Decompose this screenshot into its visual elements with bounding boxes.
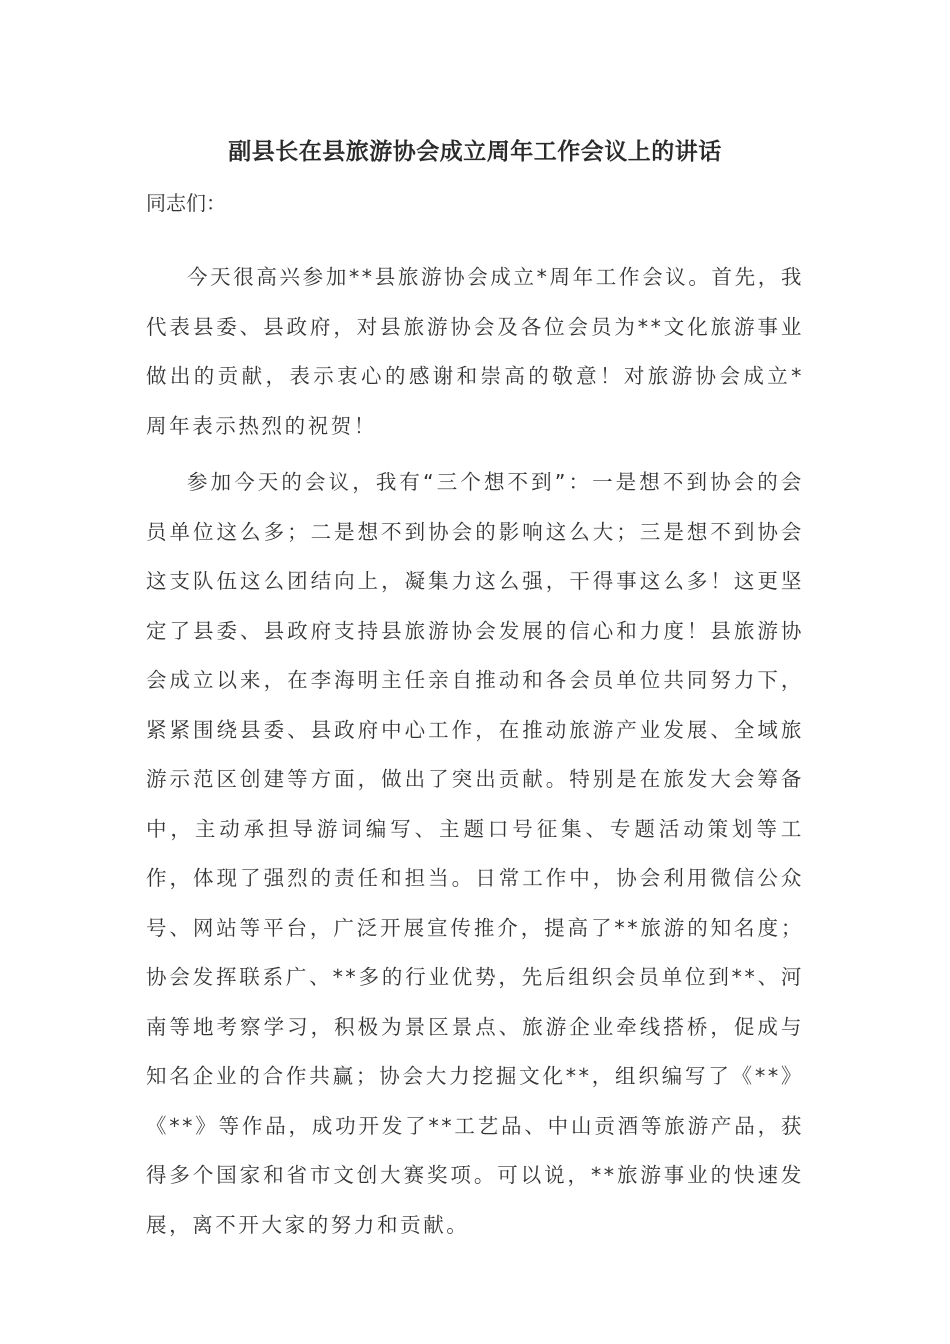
document-page xyxy=(146,132,804,1257)
document-title: 副县长在县旅游协会成立周年工作会议上的讲话 xyxy=(228,139,722,165)
salutation: 同志们： xyxy=(146,191,226,215)
paragraph-1: 今天很高兴参加**县旅游协会成立*周年工作会议。首先，我代表县委、县政府，对县旅游协会及各位会员为**文化旅游事业做出的贡献，表示衷心的感谢和崇高的敬意！对旅游协会成立*周年表示热烈的祝贺！ xyxy=(146,265,804,438)
paragraph-2: 参加今天的会议，我有“三个想不到”：一是想不到协会的会员单位这么多；二是想不到协会的影响这么大；三是想不到协会这支队伍这么团结向上，凝集力这么强，干得事这么多！这更坚定了县委、县政府支持县旅游协会发展的信心和力度！县旅游协会成立以来，在李海明主任亲自推动和各会员单位共同努力下，紧紧围绕县委、县政府中心工作，在推动旅游产业发展、全域旅游示范区创建等方面，做出了突出贡献。特别是在旅发大会筹备中，主动承担导游词编写、主题口号征集、专题活动策划等工作，体现了强烈的责任和担当。日常工作中，协会利用微信公众号、网站等平台，广泛开展宣传推介，提高了**旅游的知名度；协会发挥联系广、**多的行业优势，先后组织会员单位到**、河南等地考察学习，积极为景区景点、旅游企业牵线搭桥，促成与知名企业的合作共赢；协会大力挖掘文化**，组织编写了《**》《**》等作品，成功开发了**工艺品、中山贡酒等旅游产品，获得多个国家和省市文创大赛奖项。可以说，**旅游事业的快速发展，离不开大家的努力和贡献。 xyxy=(146,470,804,1237)
